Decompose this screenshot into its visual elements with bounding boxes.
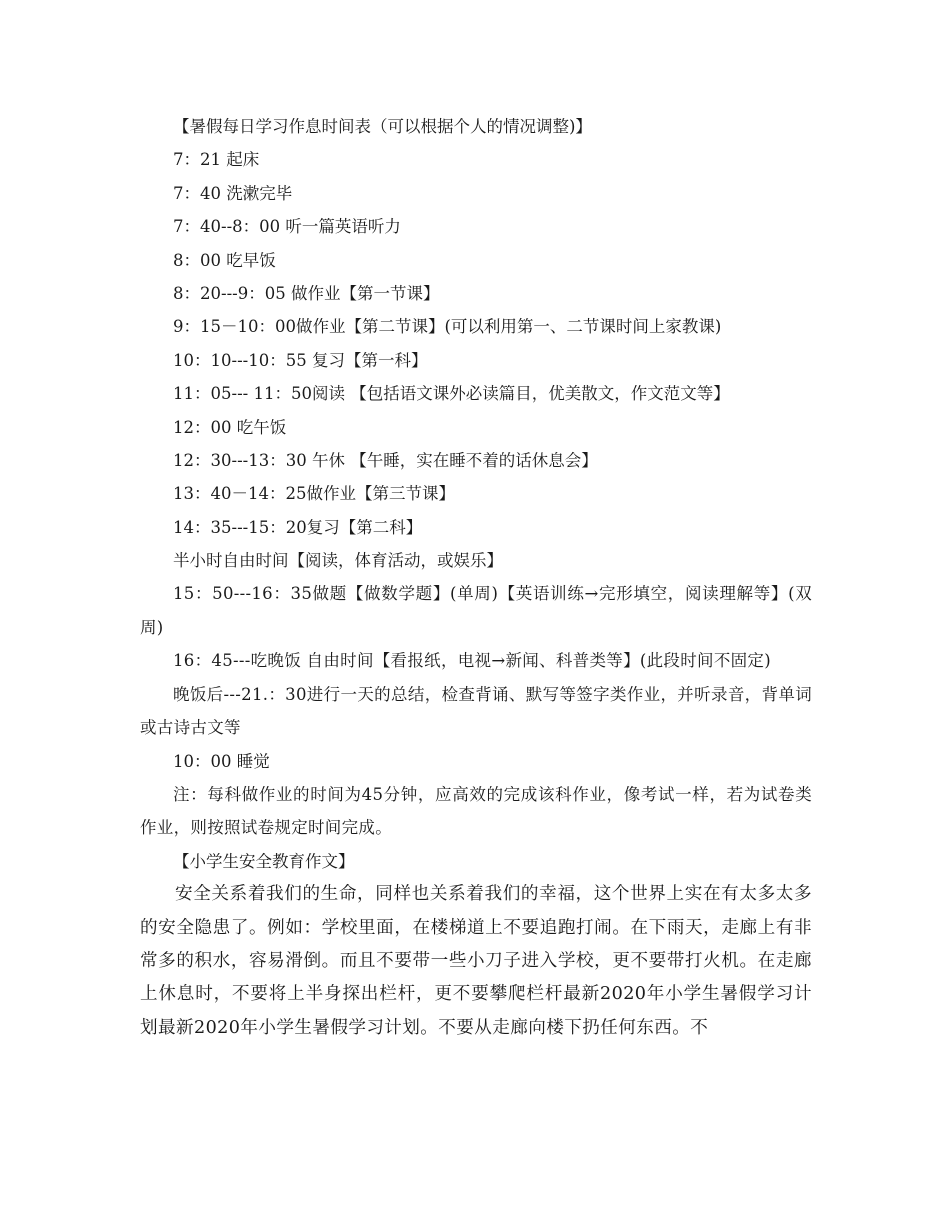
schedule-item: 10：10---10：55 复习【第一科】 (173, 350, 428, 370)
schedule-item: 11：05--- 11：50阅读 【包括语文课外必读篇目，优美散文，作文范文等】 (173, 384, 730, 404)
schedule-item: 8：20---9：05 做作业【第一节课】 (173, 283, 440, 303)
schedule-item-evening: 晚饭后---21.：30进行一天的总结，检查背诵、默写等签字类作业，并听录音，背单词或古诗古文等 (140, 684, 812, 738)
schedule-item: 7：40 洗漱完毕 (173, 183, 293, 203)
schedule-item-sleep: 10：00 睡觉 (173, 751, 270, 771)
schedule-item-1645: 16：45---吃晚饭 自由时间【看报纸，电视→新闻、科普类等】(此段时间不固定) (173, 651, 771, 671)
essay-body: 安全关系着我们的生命，同样也关系着我们的幸福，这个世界上实在有太多太多的安全隐患了。例如：学校里面，在楼梯道上不要追跑打闹。在下雨天，走廊上有非常多的积水，容易滑倒。而且不要带一些小刀子进入学校，更不要带打火机。在走廊上休息时，不要将上半身探出栏杆，更不要攀爬栏杆最新2020年小学生暑假学习计划最新2020年小学生暑假学习计划。不要从走廊向楼下扔任何东西。不 (140, 884, 812, 1038)
essay-title: 【小学生安全教育作文】 (173, 851, 355, 871)
schedule-item: 13：40－14：25做作业【第三节课】 (173, 484, 455, 504)
schedule-item: 7：21 起床 (173, 150, 260, 170)
schedule-title: 【暑假每日学习作息时间表（可以根据个人的情况调整)】 (173, 117, 592, 136)
schedule-item: 7：40--8：00 听一篇英语听力 (173, 217, 401, 237)
document-page (140, 110, 812, 1045)
schedule-item: 12：00 吃午饭 (173, 417, 287, 437)
schedule-item: 8：00 吃早饭 (173, 250, 276, 270)
schedule-item: 9：15－10：00做作业【第二节课】(可以利用第一、二节课时间上家教课) (173, 317, 722, 337)
schedule-note: 注：每科做作业的时间为45分钟，应高效的完成该科作业，像考试一样，若为试卷类作业，则按照试卷规定时间完成。 (140, 784, 812, 838)
schedule-item: 半小时自由时间【阅读，体育活动，或娱乐】 (173, 551, 503, 571)
schedule-item: 12：30---13：30 午休 【午睡，实在睡不着的话休息会】 (173, 450, 598, 470)
schedule-item: 14：35---15：20复习【第二科】 (173, 517, 423, 537)
schedule-item-1550: 15：50---16：35做题【做数学题】(单周)【英语训练→完形填空，阅读理解等】(双周) (140, 584, 812, 637)
